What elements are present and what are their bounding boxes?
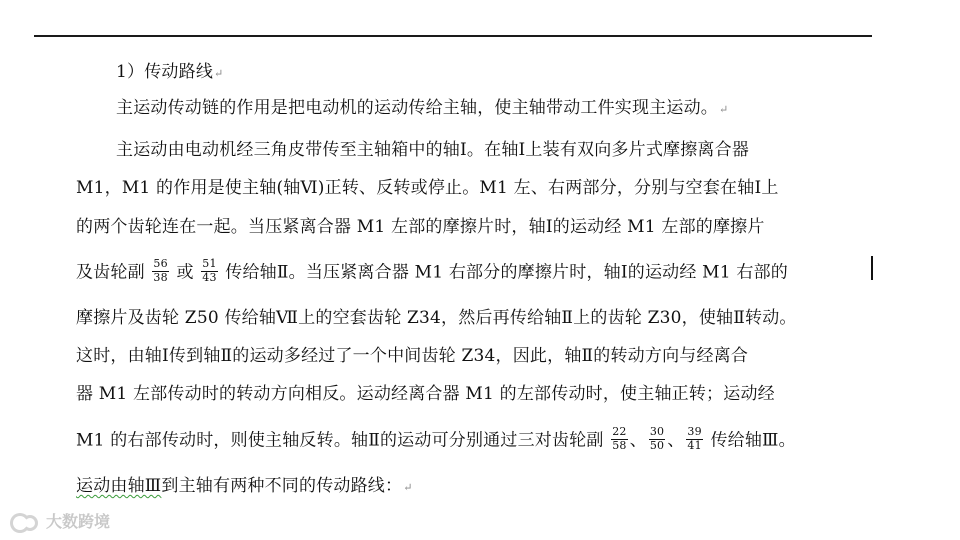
line4-text-c: 传给轴Ⅱ。当压紧离合器 M1 右部分的摩擦片时，轴Ⅰ的运动经 M1 右部的 — [225, 262, 788, 283]
gear-ratio-fraction — [649, 426, 665, 452]
para2-line-4 — [76, 257, 788, 286]
fraction-denominator: 58 — [612, 438, 627, 452]
paragraph-3 — [76, 478, 413, 495]
header-rule — [34, 35, 872, 37]
text-cursor — [871, 256, 873, 280]
paragraph-mark: ↵ — [403, 481, 413, 494]
line8-text-a: M1 的右部传动时，则使主轴反转。轴Ⅱ的运动可分别通过三对齿轮副 — [76, 430, 604, 451]
fraction-numerator: 56 — [153, 257, 168, 270]
fraction-denominator: 38 — [153, 270, 168, 284]
para2-line-1: 主运动由电动机经三角皮带传至主轴箱中的轴Ⅰ。在轴Ⅰ上装有双向多片式摩擦离合器 — [116, 140, 750, 160]
separator: 、 — [667, 430, 685, 451]
gear-ratio-fraction — [686, 426, 702, 452]
separator: 、 — [629, 430, 647, 451]
fraction-numerator: 39 — [687, 425, 702, 438]
watermark-text: 大数跨境 — [46, 512, 111, 531]
gear-ratio-fraction — [611, 426, 627, 452]
para2-line-7: 器 M1 左部传动时的转动方向相反。运动经离合器 M1 的左部传动时，使主轴正转；运动经 — [76, 384, 775, 404]
para3-text: 到主轴有两种不同的传动路线： — [161, 476, 403, 496]
paragraph-mark: ↵ — [719, 103, 729, 116]
paragraph-1 — [116, 100, 728, 117]
line4-text-b: 或 — [176, 262, 194, 283]
para1-text: 主运动传动链的作用是把电动机的运动传给主轴，使主轴带动工件实现主运动。 — [116, 98, 718, 118]
para2-line-3: 的两个齿轮连在一起。当压紧离合器 M1 左部的摩擦片时，轴Ⅰ的运动经 M1 左部的摩擦片 — [76, 217, 765, 237]
grammar-flagged-text: 运动由轴Ⅲ — [76, 476, 162, 496]
para2-line-2: M1，M1 的作用是使主轴(轴Ⅵ)正转、反转或停止。M1 左、右两部分，分别与空套在轴Ⅰ上 — [76, 178, 779, 198]
para2-line-6: 这时，由轴Ⅰ传到轴Ⅱ的运动多经过了一个中间齿轮 Z34，因此，轴Ⅱ的转动方向与经离合 — [76, 346, 749, 366]
fraction-numerator: 22 — [612, 425, 627, 438]
gear-ratio-fraction — [201, 258, 217, 284]
watermark-logo-icon — [10, 511, 40, 531]
fraction-denominator: 41 — [687, 438, 702, 452]
gear-ratio-fraction — [152, 258, 168, 284]
line4-text-a: 及齿轮副 — [76, 262, 145, 283]
watermark — [10, 509, 110, 532]
paragraph-mark: ↵ — [214, 67, 224, 80]
fraction-numerator: 51 — [202, 257, 217, 270]
para2-line-5: 摩擦片及齿轮 Z50 传给轴Ⅶ上的空套齿轮 Z34，然后再传给轴Ⅱ上的齿轮 Z30，使轴Ⅱ转动。 — [76, 308, 797, 328]
fraction-numerator: 30 — [649, 425, 665, 438]
heading-text: 1）传动路线 — [116, 62, 214, 82]
section-heading — [116, 64, 223, 81]
para2-line-8 — [76, 425, 796, 454]
fraction-denominator: 43 — [202, 270, 217, 284]
line8-text-c: 传给轴Ⅲ。 — [710, 430, 796, 451]
fraction-denominator: 50 — [649, 438, 665, 452]
